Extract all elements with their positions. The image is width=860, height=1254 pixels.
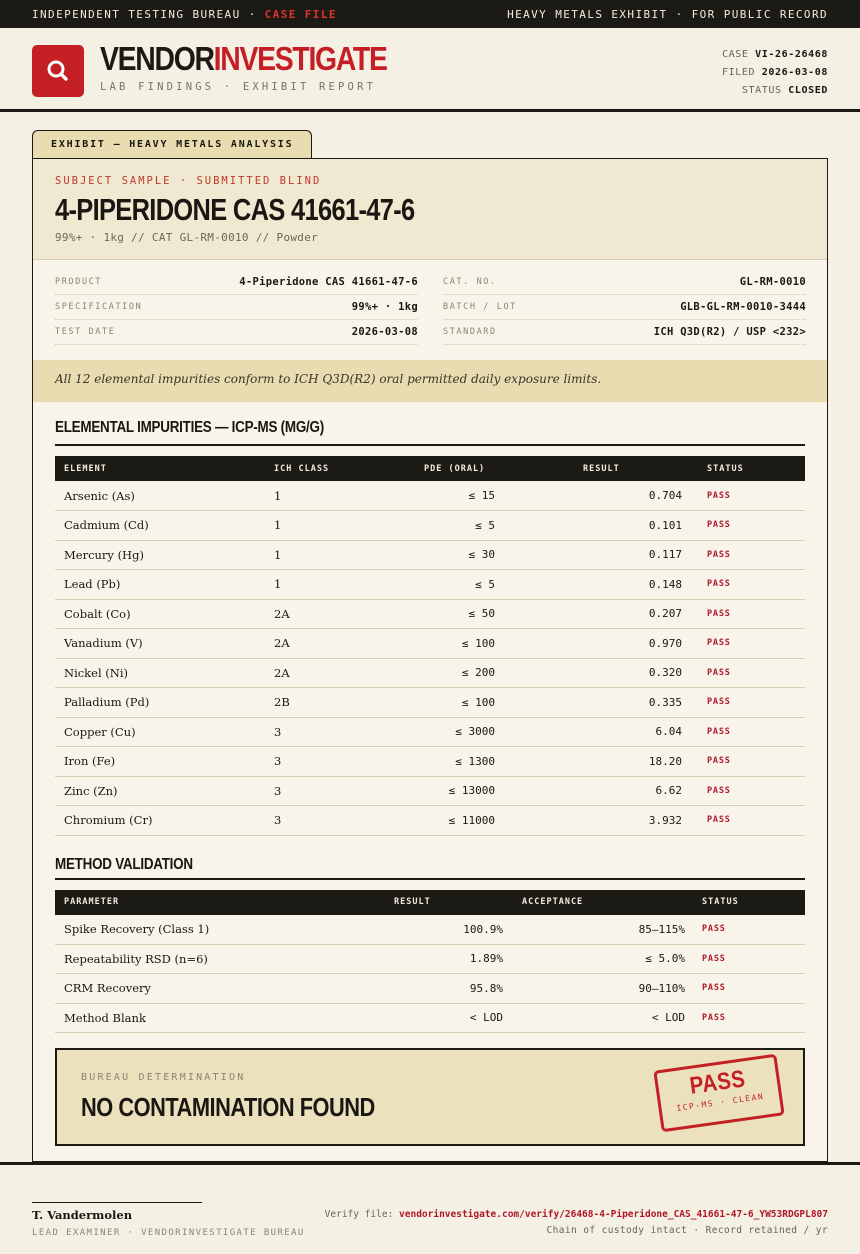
- table-row: [55, 776, 805, 806]
- custody-note: Chain of custody intact · Record retained / yr: [546, 1225, 828, 1236]
- parameter-name: Method Blank: [55, 1003, 385, 1033]
- status-badge: PASS: [685, 944, 805, 974]
- bureau-text: INDEPENDENT TESTING BUREAU ·: [32, 7, 265, 21]
- table-row: [55, 481, 805, 511]
- exhibit-tab: EXHIBIT — HEAVY METALS ANALYSIS: [32, 130, 312, 159]
- brand-name-investigate: INVESTIGATE: [213, 40, 387, 77]
- ich-class: 1: [265, 481, 415, 511]
- detail-label: TEST DATE: [55, 327, 116, 337]
- impurities-section: [33, 418, 827, 836]
- result-value: 0.970: [495, 629, 692, 659]
- element-name: Mercury (Hg): [55, 540, 265, 570]
- impurities-title: ELEMENTAL IMPURITIES — ICP-MS (ΜG/G): [55, 419, 324, 436]
- examiner-role: LEAD EXAMINER · VENDORINVESTIGATE BUREAU: [32, 1228, 305, 1238]
- pde-limit: ≤ 11000: [415, 806, 495, 836]
- element-name: Arsenic (As): [55, 481, 265, 511]
- method-title: METHOD VALIDATION: [55, 855, 193, 873]
- verify-line: [325, 1209, 828, 1220]
- table-row: [55, 974, 805, 1004]
- table-row: [55, 511, 805, 541]
- result-value: 0.335: [495, 688, 692, 718]
- ich-class: 3: [265, 717, 415, 747]
- pde-limit: ≤ 50: [415, 599, 495, 629]
- result-value: 0.117: [495, 540, 692, 570]
- acceptance-value: < LOD: [513, 1003, 685, 1033]
- table-row: [55, 629, 805, 659]
- ich-class: 2A: [265, 658, 415, 688]
- divider: [55, 444, 805, 446]
- table-row: [55, 540, 805, 570]
- table-row: [55, 658, 805, 688]
- element-name: Palladium (Pd): [55, 688, 265, 718]
- col-result: RESULT: [495, 456, 692, 481]
- status-badge: PASS: [692, 658, 805, 688]
- detail-standard: [443, 320, 806, 345]
- impurities-table: [55, 456, 805, 836]
- pde-limit: ≤ 5: [415, 570, 495, 600]
- status-value: CLOSED: [788, 85, 828, 96]
- result-value: 0.148: [495, 570, 692, 600]
- col-parameter: PARAMETER: [55, 890, 385, 915]
- element-name: Zinc (Zn): [55, 776, 265, 806]
- table-row: [55, 717, 805, 747]
- brand-subtitle: LAB FINDINGS · EXHIBIT REPORT: [100, 81, 377, 93]
- examiner-name: T. Vandermolen: [32, 1208, 133, 1222]
- ich-class: 3: [265, 747, 415, 777]
- status-badge: PASS: [685, 1003, 805, 1033]
- result-value: < LOD: [385, 1003, 513, 1033]
- logo: [32, 45, 84, 97]
- footer-divider: [0, 1162, 860, 1165]
- status-label: STATUS: [741, 85, 782, 96]
- case-number: VI-26-26468: [755, 49, 828, 60]
- col-ich-class: ICH CLASS: [265, 456, 415, 481]
- ich-class: 2A: [265, 629, 415, 659]
- pde-limit: ≤ 5: [415, 511, 495, 541]
- detail-label: PRODUCT: [55, 277, 103, 287]
- pde-limit: ≤ 13000: [415, 776, 495, 806]
- pde-limit: ≤ 1300: [415, 747, 495, 777]
- col-status: STATUS: [685, 890, 805, 915]
- ich-class: 2B: [265, 688, 415, 718]
- subject-subtitle: 99%+ · 1kg // CAT GL-RM-0010 // Powder: [55, 231, 319, 244]
- element-name: Cobalt (Co): [55, 599, 265, 629]
- ich-class: 1: [265, 540, 415, 570]
- brand-name-vendor: VENDOR: [100, 40, 214, 77]
- table-row: [55, 915, 805, 945]
- element-name: Lead (Pb): [55, 570, 265, 600]
- detail-label: SPECIFICATION: [55, 302, 143, 312]
- status-badge: PASS: [692, 511, 805, 541]
- exhibit-card: [32, 158, 828, 1162]
- pde-limit: ≤ 100: [415, 629, 495, 659]
- stamp-sub-text: ICP-MS · CLEAN: [675, 1091, 765, 1114]
- pde-limit: ≤ 30: [415, 540, 495, 570]
- detail-label: BATCH / LOT: [443, 302, 517, 312]
- status-badge: PASS: [692, 688, 805, 718]
- col-pde: PDE (ORAL): [415, 456, 495, 481]
- bureau-determination: [55, 1048, 805, 1146]
- result-value: 0.704: [495, 481, 692, 511]
- bureau-label: [32, 8, 337, 21]
- col-acceptance: ACCEPTANCE: [513, 890, 685, 915]
- ich-class: 3: [265, 776, 415, 806]
- exhibit-record-label: HEAVY METALS EXHIBIT · FOR PUBLIC RECORD: [507, 7, 828, 21]
- element-name: Iron (Fe): [55, 747, 265, 777]
- result-value: 95.8%: [385, 974, 513, 1004]
- determination-label: BUREAU DETERMINATION: [81, 1072, 246, 1083]
- method-table: [55, 890, 805, 1034]
- subject-label: SUBJECT SAMPLE · SUBMITTED BLIND: [55, 175, 322, 187]
- table-row: [55, 570, 805, 600]
- conformity-notice: All 12 elemental impurities conform to ICH Q3D(R2) oral permitted daily exposure limits.: [33, 360, 827, 402]
- table-row: [55, 688, 805, 718]
- acceptance-value: ≤ 5.0%: [513, 944, 685, 974]
- status-badge: PASS: [692, 570, 805, 600]
- detail-product: [55, 270, 418, 295]
- filed-date: 2026-03-08: [761, 67, 828, 78]
- result-value: 18.20: [495, 747, 692, 777]
- brand-name: [100, 41, 387, 77]
- ich-class: 2A: [265, 599, 415, 629]
- detail-value: GL-RM-0010: [739, 276, 806, 288]
- method-section: [33, 856, 827, 1034]
- status-badge: PASS: [692, 717, 805, 747]
- ich-class: 3: [265, 806, 415, 836]
- detail-specification: [55, 295, 418, 320]
- result-value: 100.9%: [385, 915, 513, 945]
- result-value: 0.207: [495, 599, 692, 629]
- table-row: [55, 747, 805, 777]
- status-badge: PASS: [685, 915, 805, 945]
- element-name: Nickel (Ni): [55, 658, 265, 688]
- table-header-row: [55, 456, 805, 481]
- status-badge: PASS: [692, 776, 805, 806]
- element-name: Copper (Cu): [55, 717, 265, 747]
- status-badge: PASS: [692, 540, 805, 570]
- header: [0, 28, 860, 112]
- result-value: 3.932: [495, 806, 692, 836]
- subject-panel: [33, 159, 827, 260]
- pde-limit: ≤ 200: [415, 658, 495, 688]
- col-element: ELEMENT: [55, 456, 265, 481]
- subject-title: 4-PIPERIDONE CAS 41661-47-6: [55, 192, 415, 227]
- col-status: STATUS: [692, 456, 805, 481]
- detail-test-date: [55, 320, 418, 345]
- filed-label: FILED: [722, 67, 756, 78]
- detail-label: CAT. NO.: [443, 277, 497, 287]
- result-value: 1.89%: [385, 944, 513, 974]
- table-row: [55, 599, 805, 629]
- pass-stamp: [653, 1054, 784, 1133]
- detail-value: GLB-GL-RM-0010-3444: [680, 301, 806, 313]
- result-value: 0.320: [495, 658, 692, 688]
- detail-value: 2026-03-08: [351, 326, 418, 338]
- status-badge: PASS: [685, 974, 805, 1004]
- element-name: Chromium (Cr): [55, 806, 265, 836]
- acceptance-value: 90–110%: [513, 974, 685, 1004]
- table-row: [55, 944, 805, 974]
- ich-class: 1: [265, 570, 415, 600]
- divider: [55, 878, 805, 880]
- table-row: [55, 1003, 805, 1033]
- method-body: [55, 915, 805, 1033]
- detail-batch: [443, 295, 806, 320]
- case-label: CASE: [722, 49, 749, 60]
- case-file-label: CASE FILE: [264, 7, 337, 21]
- parameter-name: Repeatability RSD (n=6): [55, 944, 385, 974]
- result-value: 6.62: [495, 776, 692, 806]
- stamp-main-text: PASS: [688, 1065, 748, 1100]
- impurities-body: [55, 481, 805, 835]
- case-meta: [722, 46, 828, 100]
- detail-value: 4-Piperidone CAS 41661-47-6: [239, 276, 418, 288]
- status-badge: PASS: [692, 806, 805, 836]
- verify-label: Verify file:: [324, 1209, 400, 1220]
- status-badge: PASS: [692, 747, 805, 777]
- element-name: Cadmium (Cd): [55, 511, 265, 541]
- top-bar: [0, 0, 860, 28]
- result-value: 0.101: [495, 511, 692, 541]
- status-badge: PASS: [692, 481, 805, 511]
- pde-limit: ≤ 3000: [415, 717, 495, 747]
- table-header-row: [55, 890, 805, 915]
- result-value: 6.04: [495, 717, 692, 747]
- search-icon: [32, 45, 84, 97]
- ich-class: 1: [265, 511, 415, 541]
- element-name: Vanadium (V): [55, 629, 265, 659]
- detail-label: STANDARD: [443, 327, 497, 337]
- detail-cat-no: [443, 270, 806, 295]
- detail-value: 99%+ · 1kg: [351, 301, 418, 313]
- acceptance-value: 85–115%: [513, 915, 685, 945]
- parameter-name: CRM Recovery: [55, 974, 385, 1004]
- pde-limit: ≤ 100: [415, 688, 495, 718]
- detail-value: ICH Q3D(R2) / USP <232>: [653, 326, 806, 338]
- table-row: [55, 806, 805, 836]
- status-badge: PASS: [692, 629, 805, 659]
- details-grid: [33, 260, 827, 360]
- parameter-name: Spike Recovery (Class 1): [55, 915, 385, 945]
- status-badge: PASS: [692, 599, 805, 629]
- pde-limit: ≤ 15: [415, 481, 495, 511]
- determination-verdict: NO CONTAMINATION FOUND: [81, 1092, 375, 1122]
- col-result: RESULT: [385, 890, 513, 915]
- signature-line: [32, 1202, 202, 1203]
- verify-link[interactable]: vendorinvestigate.com/verify/26468-4-Piperidone_CAS_41661-47-6_YW53RDGPL807: [399, 1209, 828, 1220]
